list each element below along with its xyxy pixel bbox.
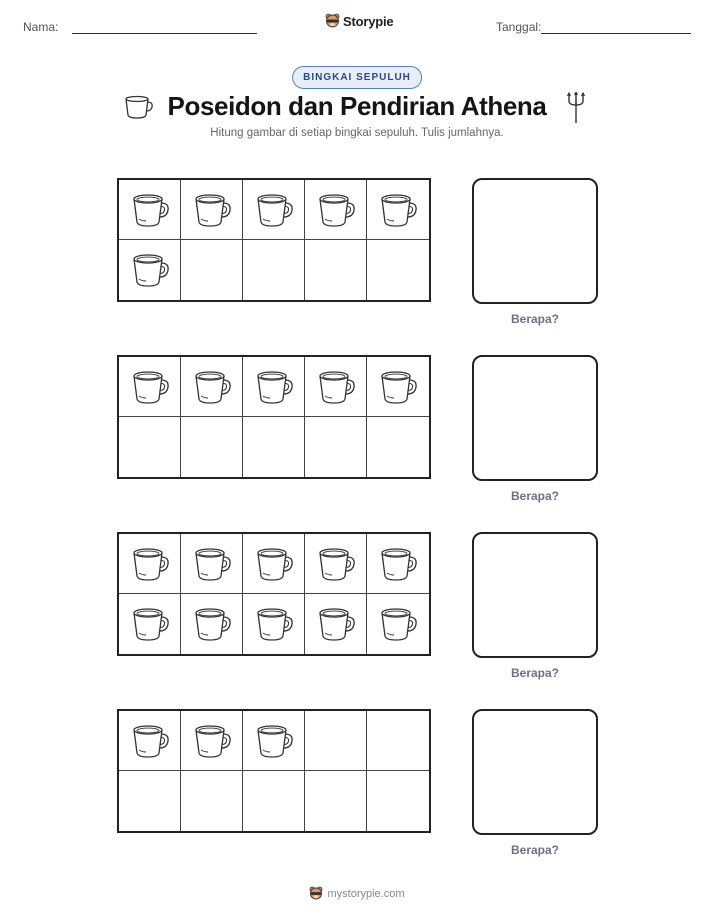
frame-cell <box>367 534 429 594</box>
cup-icon <box>377 544 419 584</box>
frame-cell <box>367 594 429 654</box>
date-label: Tanggal: <box>496 20 542 34</box>
cup-icon <box>253 544 295 584</box>
cup-icon <box>191 544 233 584</box>
frame-cell <box>181 417 243 477</box>
answer-box-3[interactable] <box>472 532 598 658</box>
ten-frame-2 <box>117 355 431 479</box>
frame-cell <box>181 534 243 594</box>
cup-icon <box>191 721 233 761</box>
page-title: Poseidon dan Pendirian Athena <box>167 91 547 121</box>
cup-icon <box>253 721 295 761</box>
frame-cell <box>119 357 181 417</box>
frame-cell <box>243 357 305 417</box>
cup-icon <box>315 190 357 230</box>
footer <box>0 886 714 901</box>
frame-cell <box>243 771 305 831</box>
frame-cell <box>243 594 305 654</box>
cup-icon <box>377 190 419 230</box>
bear-mascot-icon <box>309 886 323 901</box>
frame-cell <box>181 594 243 654</box>
cup-icon <box>253 367 295 407</box>
frame-cell <box>367 180 429 240</box>
cup-icon <box>191 190 233 230</box>
bear-mascot-icon <box>325 13 340 29</box>
frame-cell <box>119 240 181 300</box>
cup-icon <box>129 190 171 230</box>
cup-icon <box>191 604 233 644</box>
cup-icon <box>129 544 171 584</box>
frame-cell <box>367 771 429 831</box>
cup-icon <box>315 604 357 644</box>
frame-cell <box>305 534 367 594</box>
frame-cell <box>119 771 181 831</box>
frame-cell <box>119 180 181 240</box>
frame-cell <box>367 417 429 477</box>
date-field[interactable] <box>541 33 691 34</box>
answer-label: Berapa? <box>510 312 560 326</box>
frame-cell <box>367 240 429 300</box>
brand-logo <box>325 13 393 29</box>
frame-cell <box>305 357 367 417</box>
frame-cell <box>181 711 243 771</box>
frame-cell <box>181 240 243 300</box>
cup-icon <box>129 250 171 290</box>
cup-icon <box>129 367 171 407</box>
answer-box-4[interactable] <box>472 709 598 835</box>
frame-cell <box>119 417 181 477</box>
frame-cell <box>119 534 181 594</box>
ten-frame-4 <box>117 709 431 833</box>
cup-icon <box>253 604 295 644</box>
trident-icon <box>566 92 586 124</box>
name-label: Nama: <box>23 20 59 34</box>
worksheet-type-badge: BINGKAI SEPULUH <box>292 66 422 89</box>
frame-cell <box>119 711 181 771</box>
frame-cell <box>181 771 243 831</box>
frame-cell <box>181 357 243 417</box>
cup-icon <box>315 367 357 407</box>
ten-frame-1 <box>117 178 431 302</box>
answer-box-1[interactable] <box>472 178 598 304</box>
frame-cell <box>243 180 305 240</box>
cup-icon <box>377 604 419 644</box>
frame-cell <box>181 180 243 240</box>
answer-label: Berapa? <box>510 489 560 503</box>
frame-cell <box>305 711 367 771</box>
cup-icon <box>315 544 357 584</box>
ten-frame-3 <box>117 532 431 656</box>
footer-url: mystorypie.com <box>327 887 405 900</box>
cup-icon <box>129 604 171 644</box>
answer-label: Berapa? <box>510 843 560 857</box>
frame-cell <box>243 417 305 477</box>
frame-cell <box>305 180 367 240</box>
frame-cell <box>243 534 305 594</box>
answer-label: Berapa? <box>510 666 560 680</box>
frame-cell <box>305 240 367 300</box>
frame-cell <box>119 594 181 654</box>
frame-cell <box>367 711 429 771</box>
cup-icon <box>377 367 419 407</box>
name-field[interactable] <box>72 33 257 34</box>
frame-cell <box>367 357 429 417</box>
frame-cell <box>243 711 305 771</box>
frame-cell <box>243 240 305 300</box>
brand-name: Storypie <box>343 13 394 29</box>
answer-box-2[interactable] <box>472 355 598 481</box>
cup-icon <box>129 721 171 761</box>
frame-cell <box>305 771 367 831</box>
frame-cell <box>305 594 367 654</box>
instructions: Hitung gambar di setiap bingkai sepuluh. Tulis jumlahnya. <box>210 127 504 139</box>
cup-icon <box>253 190 295 230</box>
frame-cell <box>305 417 367 477</box>
cup-icon <box>191 367 233 407</box>
